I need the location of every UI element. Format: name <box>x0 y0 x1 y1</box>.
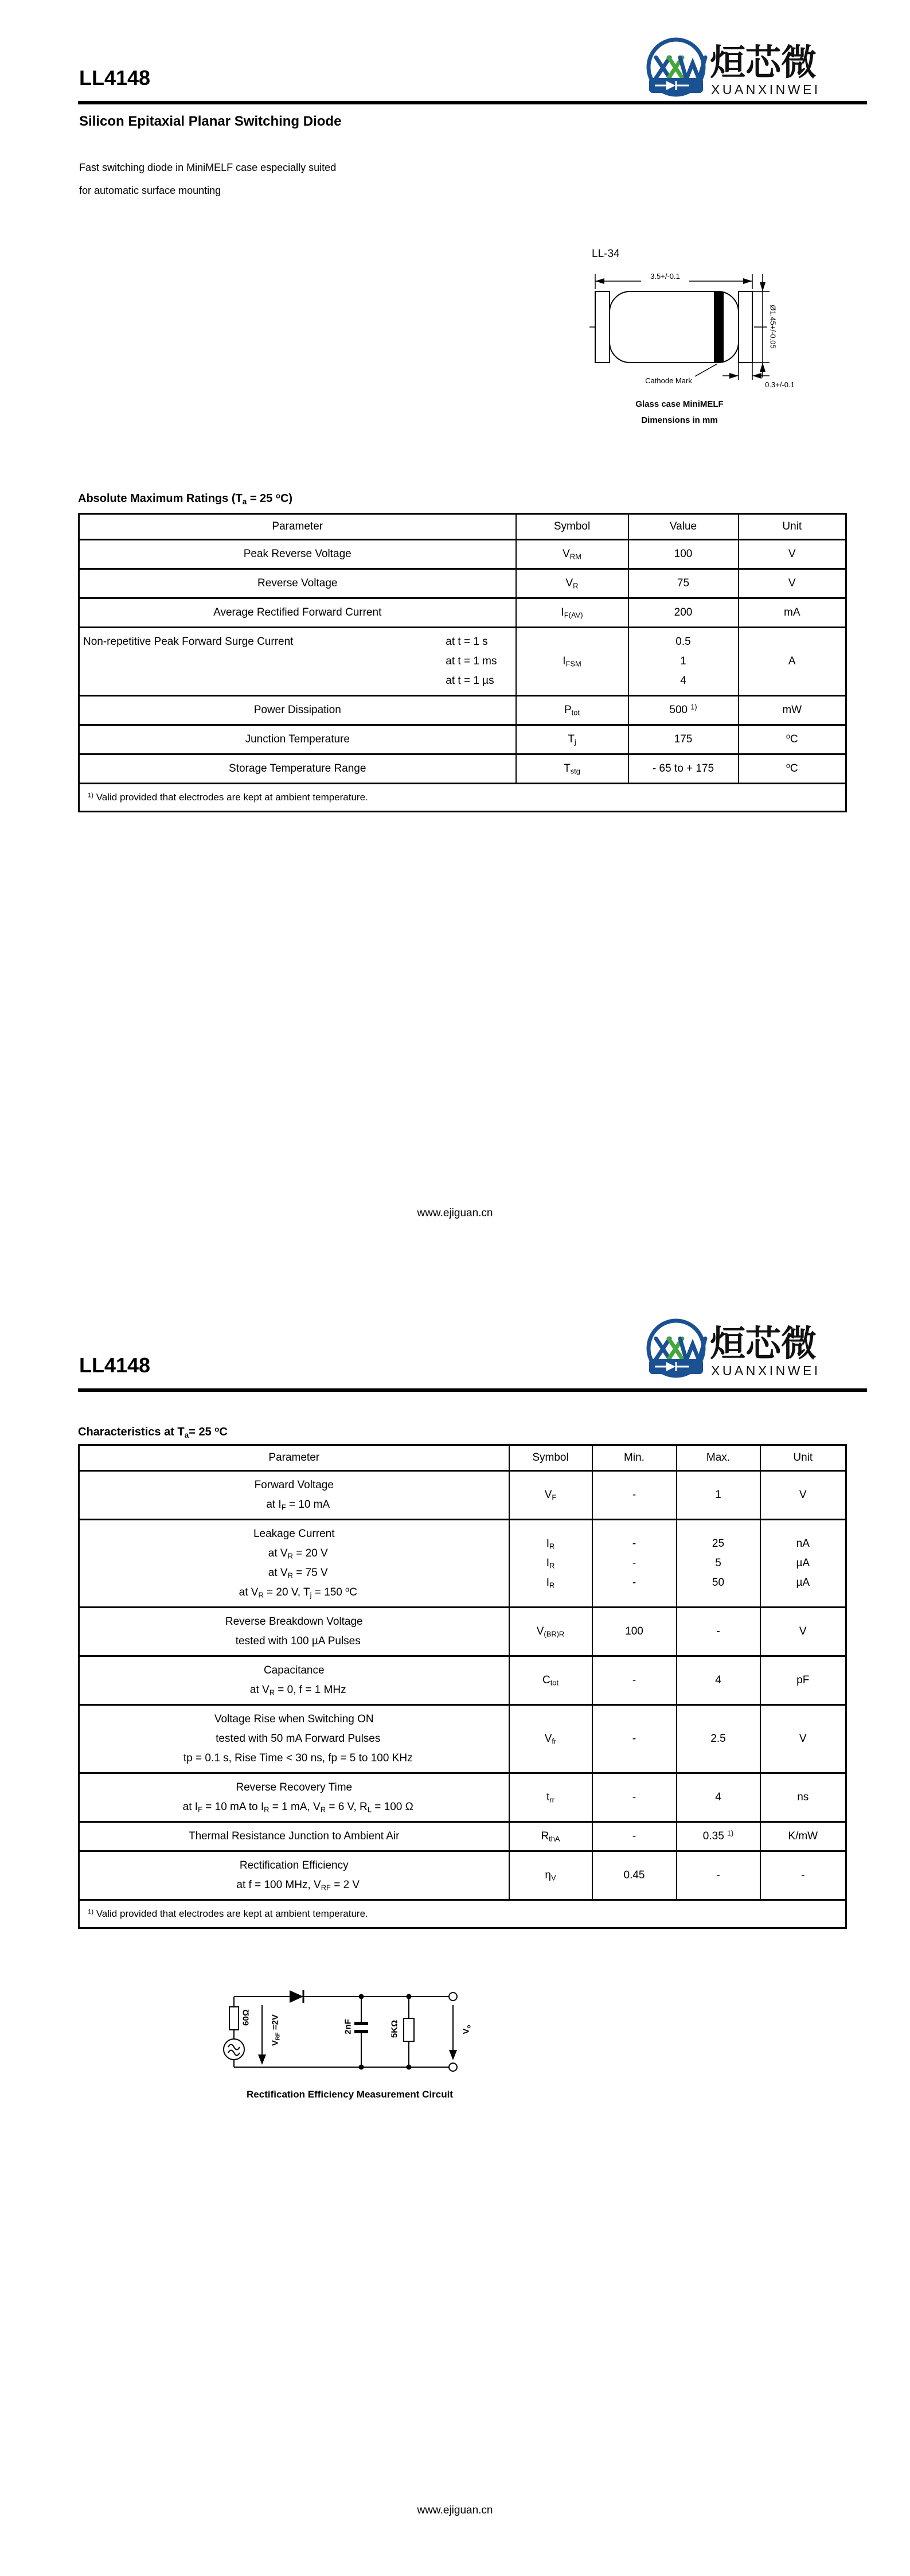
symbol: $T_j$ <box>516 725 628 754</box>
min-value: 100 <box>592 1608 677 1656</box>
table-row <box>79 1705 846 1773</box>
diameter-dimension <box>752 274 770 378</box>
condition: at t = 1 µs <box>446 675 494 687</box>
ratings-heading: Absolute Maximum Ratings ($T_a = 25$ $^o$C) <box>78 491 293 506</box>
description-block <box>79 156 336 202</box>
value: 75 <box>628 569 739 598</box>
symbol-list: $I_R$ $I_R$ $I_R$ <box>509 1520 592 1608</box>
footnote: $^{1)}$ Valid provided that electrodes are kept at ambient temperature. <box>79 1900 846 1928</box>
parameter: Thermal Resistance Junction to Ambient Air <box>188 1830 400 1842</box>
max-list: 25 5 50 <box>677 1520 760 1608</box>
value: 200 <box>628 598 739 628</box>
value: 4 <box>680 675 686 687</box>
symbol: $V_{RM}$ <box>516 540 628 569</box>
unit: V <box>739 569 846 598</box>
symbol: $\eta_V$ <box>509 1851 592 1900</box>
table-row <box>79 1773 846 1822</box>
output-terminal <box>449 1993 457 2001</box>
circuit-figure <box>221 1976 479 2108</box>
value: - 65 to + 175 <box>628 754 739 784</box>
parameter: Storage Temperature Range <box>229 762 366 775</box>
value: 0.5 <box>675 636 691 648</box>
vrf-arrow-icon <box>258 2005 266 2065</box>
condition: at $I_F = 10$ mA to $I_R = 1$ mA, $V_R = 6$ V, $R_L = 100$ Ω <box>182 1801 413 1814</box>
cathode-band <box>714 292 724 362</box>
parameter: Junction Temperature <box>245 733 350 745</box>
max-value: 4 <box>677 1773 760 1822</box>
symbol: $t_{rr}$ <box>509 1773 592 1822</box>
parameter: Reverse Voltage <box>257 577 338 589</box>
brand-name-cn: 烜芯微 <box>710 1324 817 1364</box>
unit: mA <box>739 598 846 628</box>
output-terminal <box>449 2063 457 2071</box>
min-value: - <box>592 1822 677 1851</box>
min-list: - - - <box>592 1520 677 1608</box>
max-value: 0.35 $^{1)}$ <box>677 1822 760 1851</box>
cap-dim-label: 0.3+/-0.1 <box>765 380 795 389</box>
condition: at t = 1 ms <box>446 655 497 667</box>
left-end-cap <box>595 291 610 363</box>
value: 175 <box>628 725 739 754</box>
length-dim-label: 3.5+/-0.1 <box>650 272 680 281</box>
table-row <box>79 725 846 754</box>
table-row <box>79 628 846 696</box>
unit: mW <box>739 696 846 725</box>
page-title: LL4148 <box>79 1353 151 1377</box>
unit: V <box>760 1471 846 1520</box>
symbol: $P_{tot}$ <box>516 696 628 725</box>
min-value: 0.45 <box>592 1851 677 1900</box>
column-header-max: Max. <box>677 1445 760 1471</box>
column-header-parameter: Parameter <box>79 1445 509 1471</box>
description-line: Fast switching diode in MiniMELF case especially suited <box>79 162 337 173</box>
ac-source-icon <box>224 2039 244 2060</box>
title-rule <box>78 1388 867 1392</box>
max-value: 1 <box>677 1471 760 1520</box>
load-resistor-icon <box>404 1997 414 2067</box>
cathode-leader-line <box>695 364 717 376</box>
condition: at $I_F = 10$ mA <box>266 1499 330 1512</box>
unit: V <box>739 540 846 569</box>
load-resistor-label: 5KΩ <box>389 2019 400 2038</box>
unit: A <box>739 628 846 696</box>
parameter: Rectification Efficiency <box>239 1859 349 1871</box>
vrf-label: $V_{RF} =2V$ <box>270 2014 282 2046</box>
value: 500 $^{1)}$ <box>628 696 739 725</box>
condition: tested with 50 mA Forward Pulses <box>216 1733 381 1745</box>
column-header-min: Min. <box>592 1445 677 1471</box>
characteristics-heading: Characteristics at $T_a= 25$ $^o$C <box>78 1425 228 1439</box>
condition: at $V_R = 75$ V <box>268 1567 328 1580</box>
brand-logo <box>643 34 861 100</box>
column-header-value: Value <box>628 514 739 540</box>
logo-monogram-xxw-icon <box>656 1338 705 1360</box>
unit: - <box>760 1851 846 1900</box>
value: 100 <box>628 540 739 569</box>
title-rule <box>78 101 867 104</box>
table-row <box>79 1471 846 1520</box>
parameter: Voltage Rise when Switching ON <box>214 1713 374 1725</box>
table-row <box>79 540 846 569</box>
brand-logo-graphic <box>643 34 861 100</box>
header-row <box>79 1445 846 1471</box>
min-value: - <box>592 1773 677 1822</box>
page-2 <box>0 1288 910 2576</box>
unit: $^o$C <box>739 725 846 754</box>
parameter: Capacitance <box>263 1664 325 1676</box>
condition: at $V_R = 20$ V <box>268 1547 328 1561</box>
symbol: $I_{F(AV)}$ <box>516 598 628 628</box>
condition: at $V_R = 20$ V, $T_j = 150$ $^o$C <box>239 1585 357 1600</box>
max-value: - <box>677 1851 760 1900</box>
brand-name-en: XUANXINWEI <box>711 1363 821 1378</box>
right-end-cap <box>739 291 752 363</box>
vo-arrow-icon <box>449 2005 457 2060</box>
column-header-symbol: Symbol <box>509 1445 592 1471</box>
table-row <box>79 754 846 784</box>
max-value: 2.5 <box>677 1705 760 1773</box>
package-drawing <box>585 247 854 390</box>
description-line: for automatic surface mounting <box>79 185 221 196</box>
table-row <box>79 569 846 598</box>
unit-list: nA µA µA <box>760 1520 846 1608</box>
parameter: Non-repetitive Peak Forward Surge Current <box>83 636 294 648</box>
package-name-label: LL-34 <box>592 248 620 260</box>
condition: at f = 100 MHz, $V_{RF} = 2$ V <box>236 1879 360 1892</box>
diameter-dim-label: Ø1.45+/-0.05 <box>768 305 778 349</box>
capacitor-label: 2nF <box>343 2019 353 2034</box>
condition: tested with 100 µA Pulses <box>235 1635 361 1647</box>
symbol: $V_R$ <box>516 569 628 598</box>
value: 1 <box>680 655 686 667</box>
page-footer: www.ejiguan.cn <box>417 1207 493 1219</box>
circuit-caption: Rectification Efficiency Measurement Circuit <box>247 2089 453 2100</box>
footnote: $^{1)}$ Valid provided that electrodes are kept at ambient temperature. <box>79 784 846 812</box>
logo-monogram-xxw-icon <box>656 57 705 79</box>
unit: V <box>760 1705 846 1773</box>
symbol: $V_F$ <box>509 1471 592 1520</box>
unit: K/mW <box>760 1822 846 1851</box>
source-resistor <box>229 2007 239 2030</box>
max-value: - <box>677 1608 760 1656</box>
table-row <box>79 1822 846 1851</box>
unit: $^o$C <box>739 754 846 784</box>
table-row <box>79 696 846 725</box>
page-title: LL4148 <box>79 66 151 90</box>
parameter: Leakage Current <box>253 1528 335 1540</box>
brand-name-cn: 烜芯微 <box>710 43 817 83</box>
cathode-mark-label: Cathode Mark <box>645 376 692 385</box>
min-value: - <box>592 1656 677 1705</box>
condition: at t = 1 s <box>446 636 488 648</box>
condition: at $V_R = 0$, f = 1 MHz <box>249 1684 346 1697</box>
unit: pF <box>760 1656 846 1705</box>
package-figure <box>585 247 854 439</box>
symbol: $V_{(BR)R}$ <box>509 1608 592 1656</box>
capacitor-icon <box>354 1997 368 2067</box>
table-row <box>79 598 846 628</box>
column-header-parameter: Parameter <box>79 514 516 540</box>
footnote-row <box>79 784 846 812</box>
symbol: $C_{tot}$ <box>509 1656 592 1705</box>
output-label: $V_o$ <box>461 2025 472 2034</box>
column-header-unit: Unit <box>760 1445 846 1471</box>
max-value: 4 <box>677 1656 760 1705</box>
diode-under-test-icon <box>290 1990 303 2003</box>
table-row <box>79 1851 846 1900</box>
symbol: $T_{stg}$ <box>516 754 628 784</box>
brand-name-en: XUANXINWEI <box>711 82 821 97</box>
doc-subtitle: Silicon Epitaxial Planar Switching Diode <box>79 114 342 129</box>
package-caption: Dimensions in mm <box>641 415 718 425</box>
source-resistor-label: 60Ω <box>241 2009 251 2026</box>
min-value: - <box>592 1705 677 1773</box>
parameter: Forward Voltage <box>254 1479 334 1491</box>
min-value: - <box>592 1471 677 1520</box>
condition: tp = 0.1 s, Rise Time < 30 ns, fp = 5 to 100 KHz <box>183 1752 413 1764</box>
table-row <box>79 1608 846 1656</box>
symbol: $V_{fr}$ <box>509 1705 592 1773</box>
header-row <box>79 514 846 540</box>
symbol: $I_{FSM}$ <box>516 628 628 696</box>
condition-list <box>446 632 497 691</box>
characteristics-table <box>78 1444 847 1929</box>
brand-logo-graphic <box>643 1316 861 1382</box>
parameter: Average Rectified Forward Current <box>213 606 382 618</box>
table-row <box>79 1656 846 1705</box>
parameter: Peak Reverse Voltage <box>243 548 351 560</box>
parameter: Reverse Recovery Time <box>236 1781 353 1793</box>
column-header-symbol: Symbol <box>516 514 628 540</box>
parameter: Reverse Breakdown Voltage <box>225 1616 363 1628</box>
page-footer: www.ejiguan.cn <box>417 2504 493 2516</box>
parameter: Power Dissipation <box>253 704 341 716</box>
table-row <box>79 1520 846 1608</box>
column-header-unit: Unit <box>739 514 846 540</box>
absolute-maximum-ratings-table <box>78 513 847 812</box>
footnote-row <box>79 1900 846 1928</box>
brand-logo <box>643 1316 861 1382</box>
package-caption: Glass case MiniMELF <box>635 399 724 409</box>
unit: ns <box>760 1773 846 1822</box>
unit: V <box>760 1608 846 1656</box>
value-list <box>628 628 739 696</box>
symbol: $R_{thA}$ <box>509 1822 592 1851</box>
